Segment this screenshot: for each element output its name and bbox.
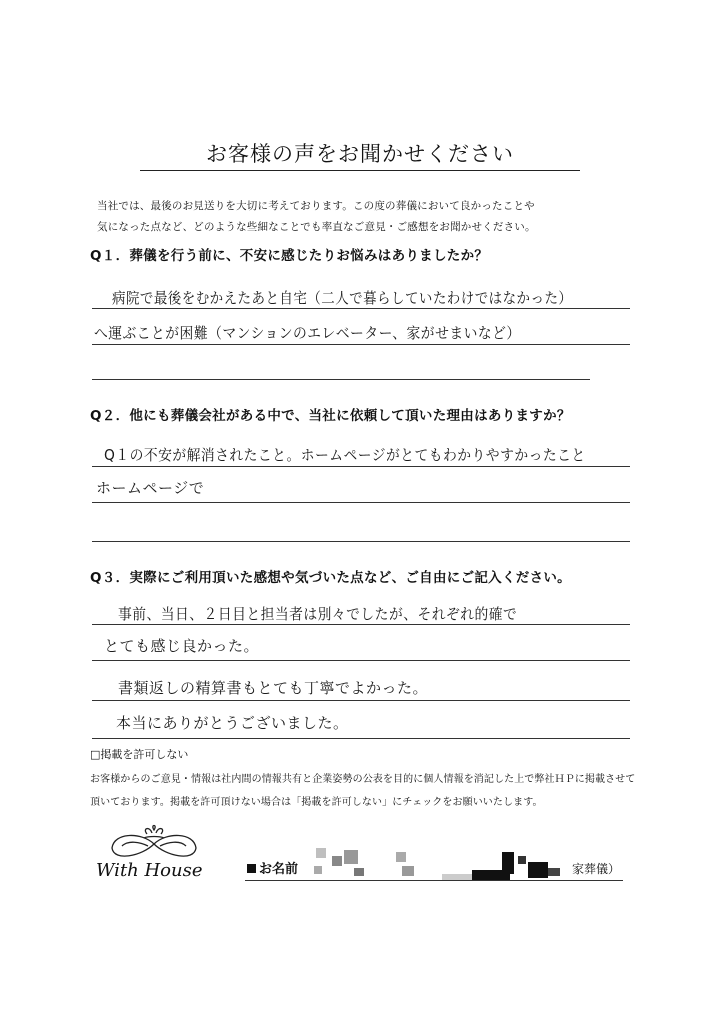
name-underline <box>245 880 623 881</box>
q3-answer-rule-4 <box>92 738 630 739</box>
company-logo <box>92 822 222 890</box>
logo-wordmark: With House <box>96 860 203 881</box>
question-2-label: Q２．他にも葬儀会社がある中で、当社に依頼して頂いた理由はありますか？ <box>90 408 571 424</box>
q3-answer-line-4: 本当にありがとうございました。 <box>116 714 349 732</box>
q2-answer-line-1: Q１の不安が解消されたこと。ホームページがとてもわかりやすかったこと <box>104 446 586 464</box>
policy-line-1: お客様からのご意見・情報は社内間の情報共有と企業姿勢の公表を目的に個人情報を消記した上で弊社ＨＰに掲載させて <box>90 774 636 785</box>
form-title: お客様の声をお聞かせください <box>206 142 514 166</box>
question-1-label: Q１．葬儀を行う前に、不安に感じたりお悩みはありましたか？ <box>90 248 489 264</box>
redacted-name <box>312 848 562 880</box>
no-publish-checkbox[interactable]: □掲載を許可しない <box>90 748 189 761</box>
q1-answer-rule-3 <box>92 379 590 380</box>
q3-answer-line-3: 書類返しの精算書もとても丁寧でよかった。 <box>118 679 429 697</box>
q2-answer-rule-1 <box>92 466 630 467</box>
q3-answer-rule-1 <box>92 624 630 625</box>
policy-line-2: 頂いております。掲載を許可頂けない場合は「掲載を許可しない」にチェックをお願いいたします。 <box>90 797 543 808</box>
square-bullet-icon <box>247 864 256 873</box>
q3-answer-rule-2 <box>92 660 630 661</box>
name-label <box>247 858 298 877</box>
q1-answer-line-1: 病院で最後をむかえたあと自宅（二人で暮らしていたわけではなかった） <box>112 289 573 307</box>
q2-answer-rule-2 <box>92 502 630 503</box>
question-3-label: Q３．実際にご利用頂いた感想や気づいた点など、ご自由にご記入ください。 <box>90 570 571 586</box>
intro-line-2: 気になった点など、どのような些細なことでも率直なご意見・ご感想をお聞かせください。 <box>97 221 536 233</box>
q2-answer-rule-3 <box>92 541 630 542</box>
q3-answer-line-2: とても感じ良かった。 <box>104 637 260 655</box>
name-suffix: 家葬儀） <box>572 862 621 876</box>
q2-answer-line-2: ホームページで <box>96 479 205 497</box>
intro-line-1: 当社では、最後のお見送りを大切に考えております。この度の葬儀において良かったことや <box>97 200 535 212</box>
q1-answer-line-2: へ運ぶことが困難（マンションのエレベーター、家がせまいなど） <box>94 324 521 342</box>
name-label-text: お名前 <box>259 862 299 877</box>
q3-answer-line-1: 事前、当日、２日目と担当者は別々でしたが、それぞれ的確で <box>118 605 518 623</box>
q1-answer-rule-2 <box>92 344 630 345</box>
title-underline <box>140 170 580 171</box>
q1-answer-rule-1 <box>92 308 630 309</box>
q3-answer-rule-3 <box>92 700 630 701</box>
